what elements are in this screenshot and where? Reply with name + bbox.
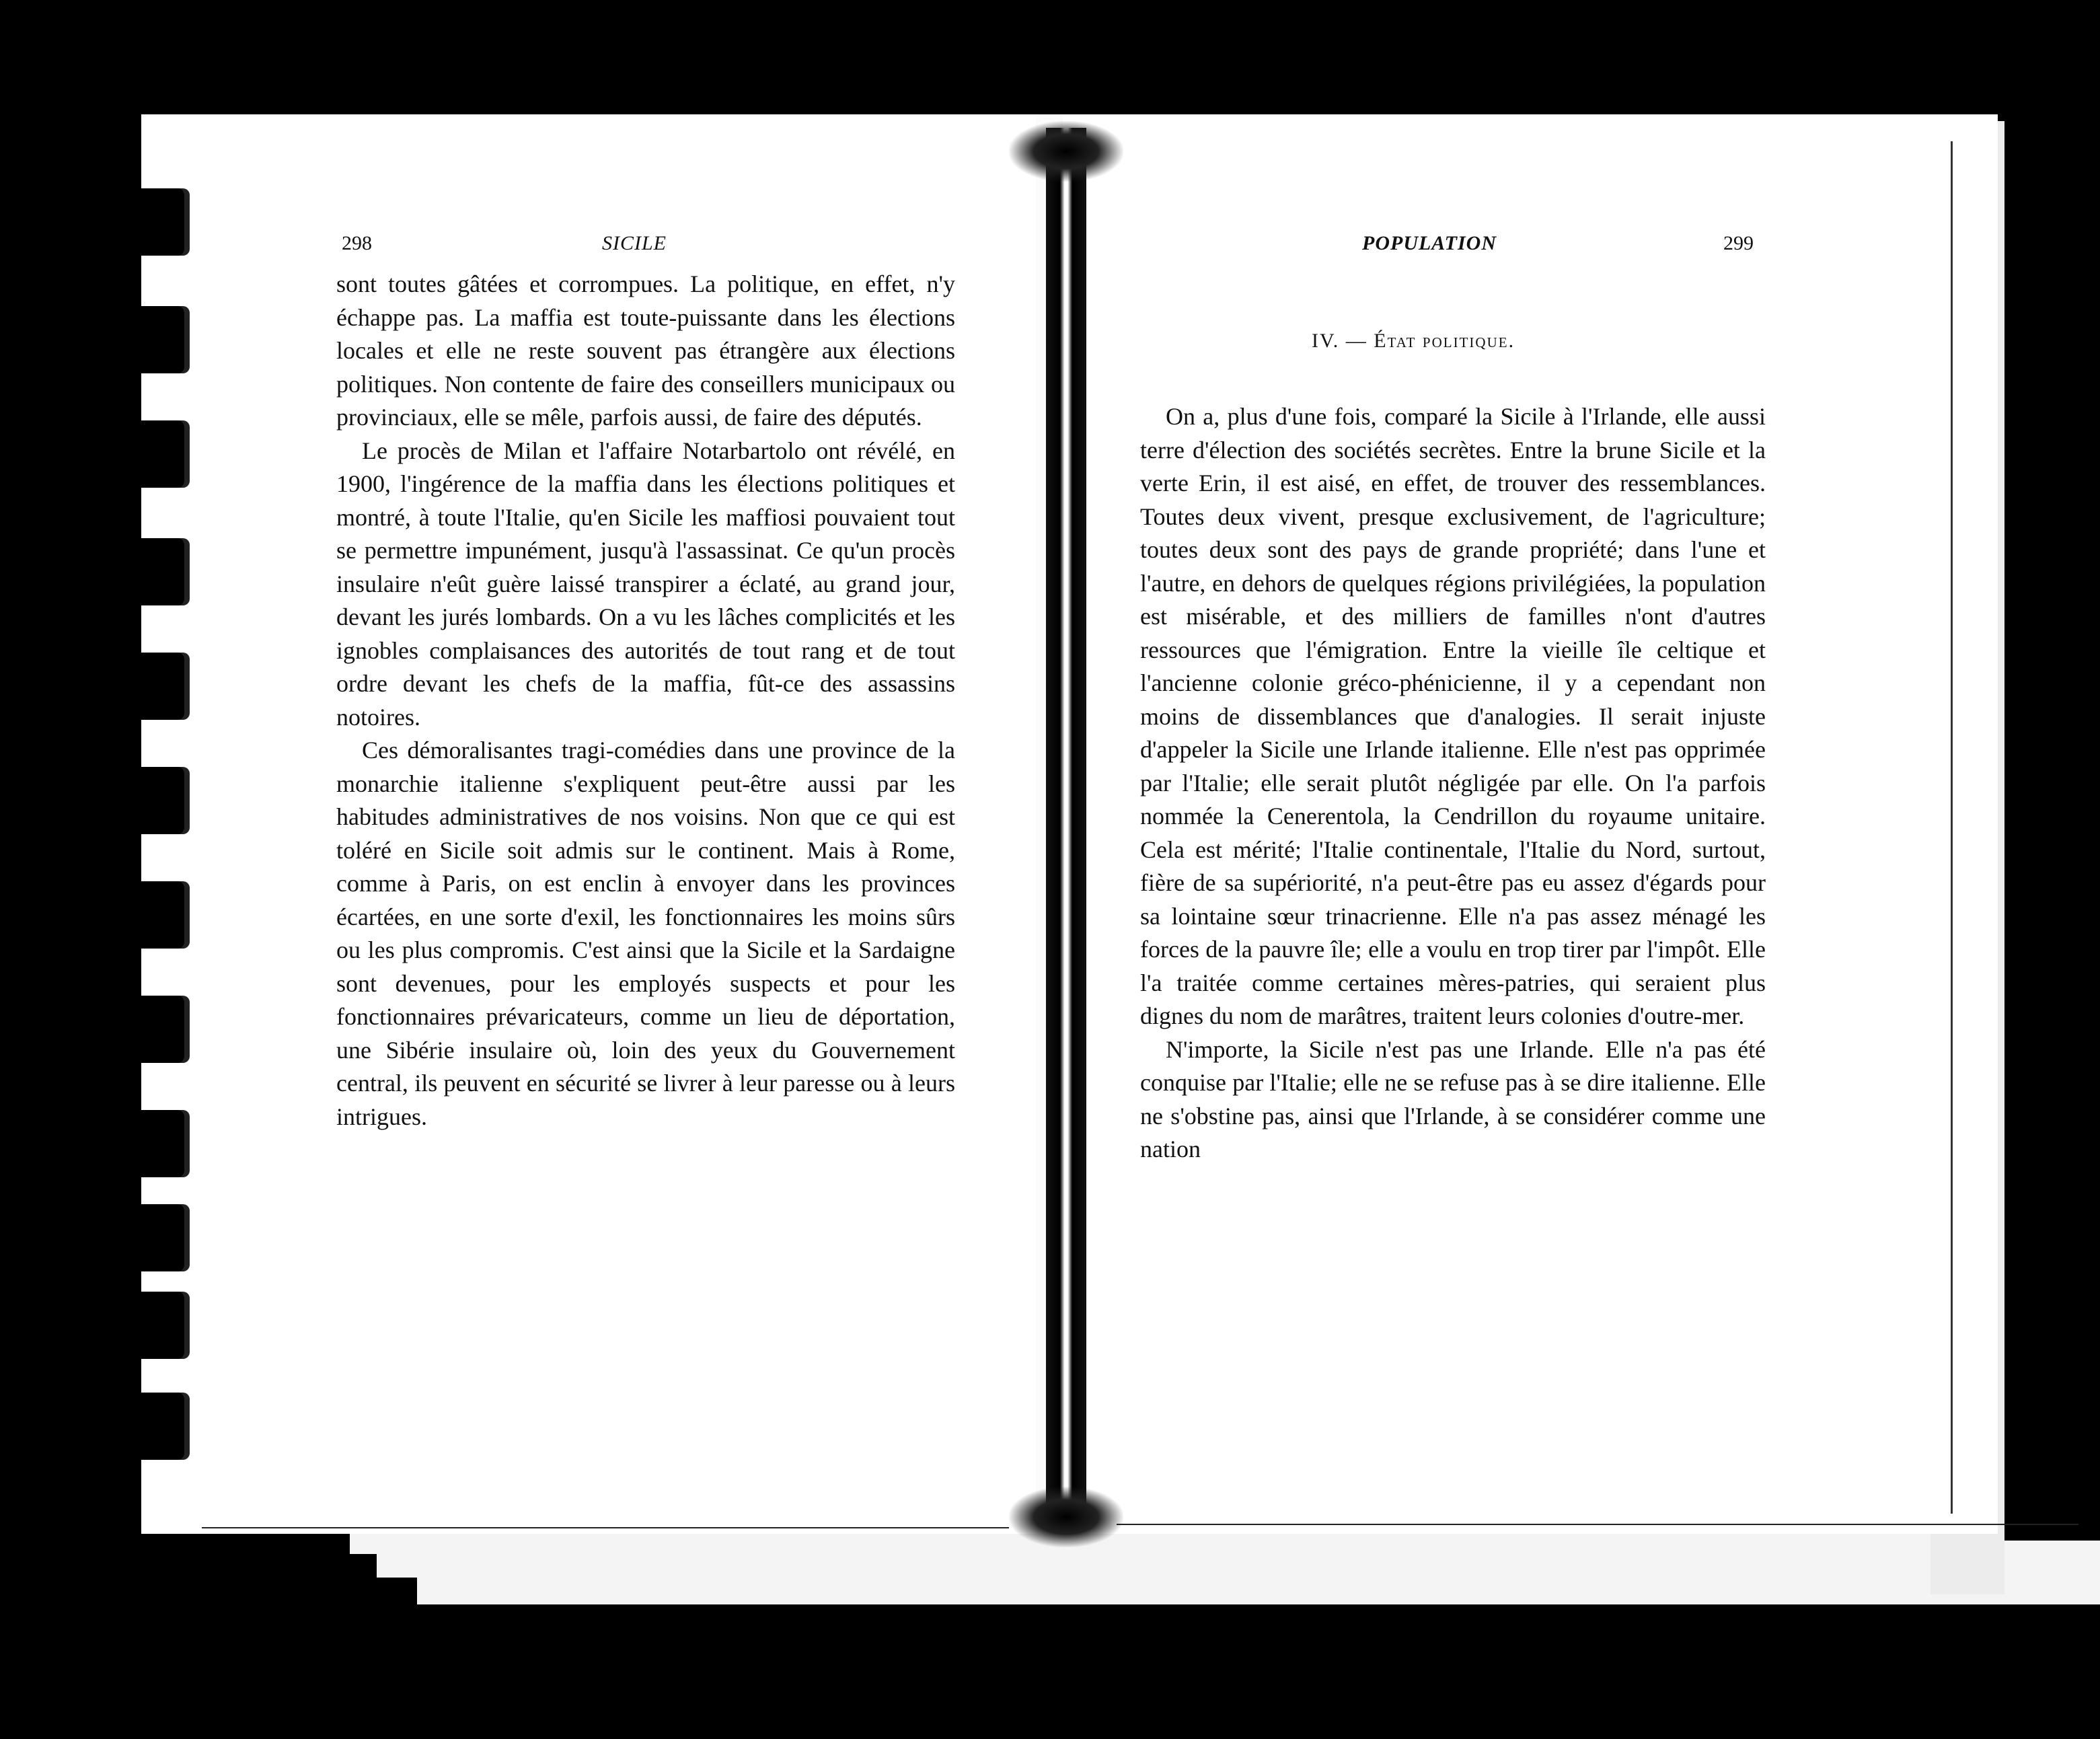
gutter-shadow [1046, 128, 1086, 1520]
binding-ring [120, 306, 184, 373]
binding-ring [120, 538, 184, 605]
binding-ring [120, 1204, 184, 1271]
book-gutter [1009, 114, 1123, 1534]
paragraph: Le procès de Milan et l'affaire Notarbartolo ont révélé, en 1900, l'ingérence de la maffia dans les élections politiques et montré, à toute l'Italie, qu'en Sicile les maffiosi pouvaient tout se permettre impunément, jusqu'à l'assassinat. Ce qu'un procès insulaire n'eût guère laissé transpirer a éclaté, au grand jour, devant les jurés lombards. On a vu les lâches complicités et les ignobles complaisances des autorités de tout rang et de tout ordre devant les chefs de la maffia, fût-ce des assassins notoires. [336, 437, 955, 731]
paragraph: N'importe, la Sicile n'est pas une Irlande. Elle n'a pas été conquise par l'Italie; elle ne se refuse pas à se dire italienne. Elle ne s'obstine pas, ainsi que l'Irlande, à se considérer comme une nation [1140, 1035, 1766, 1162]
binding-ring [120, 996, 184, 1063]
binding-ring [120, 1393, 184, 1460]
right-page-text [1140, 400, 1766, 1167]
page-stack-edge [417, 1567, 2100, 1604]
section-heading [1312, 330, 1515, 353]
binding-ring [120, 188, 184, 256]
right-running-head: POPULATION [1362, 232, 1497, 254]
bottom-rule-left [202, 1527, 1009, 1528]
left-page-text [336, 268, 955, 1134]
left-page-number: 298 [342, 232, 372, 254]
gutter-top-flare [1009, 121, 1123, 182]
paragraph: sont toutes gâtées et corrompues. La politique, en effet, n'y échappe pas. La maffia est toute-puissante dans les élections locales et elle ne reste souvent pas étrangère aux élections politiques. Non contente de faire des conseillers municipaux ou provinciaux, elle se mêle, parfois aussi, de faire des députés. [336, 270, 955, 431]
binding-ring [120, 1292, 184, 1359]
bottom-rule-right [1117, 1524, 2078, 1525]
section-title: État politique. [1374, 330, 1515, 352]
paragraph: On a, plus d'une fois, comparé la Sicile à l'Irlande, elle aussi terre d'élection des sociétés secrètes. Entre la brune Sicile et la verte Erin, il est aisé, en effet, de trouver des ressemblances. Toutes deux vivent, presque exclusivement, de l'agriculture; toutes deux sont des pays de grande propriété; dans l'une et l'autre, en dehors de quelques régions privilégiées, la population est misérable, et des milliers de familles n'ont d'autres ressources que l'émigration. Entre la vieille île celtique et l'ancienne colonie gréco-phénicienne, il y a cependant non moins de dissemblances que d'analogies. Il serait injuste d'appeler la Sicile une Irlande italienne. Elle n'est pas opprimée par l'Italie; elle serait plutôt négligée par elle. On l'a parfois nommée la Cenerentola, la Cendrillon du royaume unitaire. Cela est mérité; l'Italie continentale, l'Italie du Nord, surtout, fière de sa supériorité, n'a peut-être pas eu assez d'égards pour sa lointaine sœur trinacrienne. Elle n'a pas assez ménagé les forces de la pauvre île; elle a voulu en trop tirer par l'impôt. Elle l'a traitée comme certaines mères-patries, qui seraient plus dignes du nom de marâtres, traitent leurs colonies d'outre-mer. [1140, 403, 1766, 1029]
left-running-head: SICILE [602, 232, 667, 254]
binding-ring [120, 881, 184, 949]
gutter-bottom-flare [1009, 1487, 1123, 1547]
binding-ring [120, 420, 184, 488]
binding-ring [120, 653, 184, 720]
binding-ring [120, 767, 184, 834]
binding-ring [120, 1110, 184, 1177]
section-number: IV. — [1312, 330, 1367, 352]
spiral-binding [120, 188, 194, 1487]
paragraph: Ces démoralisantes tragi-comédies dans une province de la monarchie italienne s'expliquent peut-être aussi par les habitudes administratives de nos voisins. Non que ce qui est toléré en Sicile soit admis sur le continent. Mais à Rome, comme à Paris, on est enclin à envoyer dans les provinces écartées, en une sorte d'exil, les fonctionnaires les moins sûrs ou les plus compromis. C'est ainsi que la Sicile et la Sardaigne sont devenues, pour les employés suspects et pour les fonctionnaires prévaricateurs, comme un lieu de déportation, une Sibérie insulaire où, loin des yeux du Gouvernement central, ils peuvent en sécurité se livrer à leur paresse ou à leurs intrigues. [336, 737, 955, 1130]
right-page-number: 299 [1723, 232, 1754, 254]
right-page-edge [1951, 141, 1953, 1514]
